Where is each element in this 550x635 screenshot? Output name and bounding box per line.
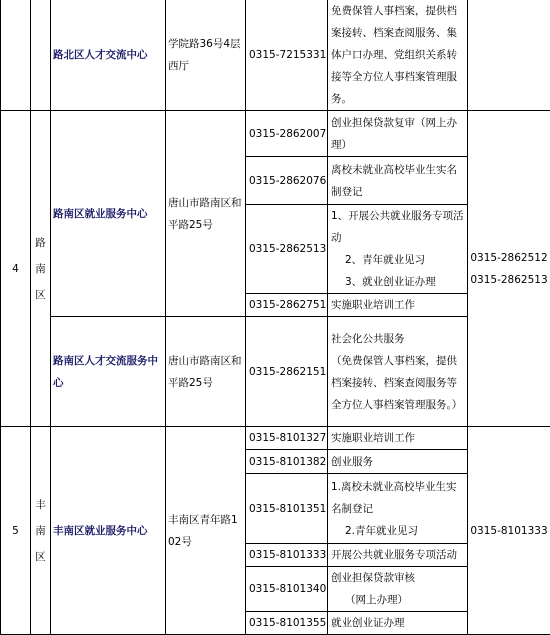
service-cell <box>328 612 468 635</box>
district-cell <box>31 0 51 111</box>
service-line: 离校未就业高校毕业生实名制登记 <box>331 159 465 203</box>
service-cell <box>328 157 468 205</box>
row-number-cell <box>1 0 31 111</box>
service-line: 实施职业培训工作 <box>331 427 465 449</box>
address-cell: 唐山市路南区和平路25号 <box>166 317 246 427</box>
consult-cell <box>468 111 550 427</box>
table-row <box>1 427 550 450</box>
org-name: 路南区人才交流服务中心 <box>51 317 166 427</box>
consult-phone: 0315-2862512 <box>468 247 550 269</box>
table-row <box>1 111 550 157</box>
consult-phone: 0315-2862513 <box>468 269 550 291</box>
address-cell: 学院路36号4层西厅 <box>166 0 246 111</box>
service-line: 1.离校未就业高校毕业生实名制登记 <box>331 476 465 520</box>
phone-cell: 0315-8101382 <box>246 450 328 474</box>
district-name: 丰南区 <box>31 427 51 635</box>
service-line: 1、开展公共就业服务专项活动 <box>331 205 465 249</box>
service-cell <box>328 205 468 294</box>
service-line: （网上办理） <box>331 589 465 611</box>
service-line: 2.青年就业见习 <box>331 520 465 542</box>
service-cell <box>328 544 468 567</box>
row-number: 5 <box>1 427 31 635</box>
service-cell <box>328 567 468 612</box>
phone-cell: 0315-2862151 <box>246 317 328 427</box>
address-cell: 唐山市路南区和平路25号 <box>166 111 246 317</box>
service-line: 社会化公共服务 <box>331 328 465 350</box>
service-cell <box>328 294 468 317</box>
phone-cell: 0315-8101333 <box>246 544 328 567</box>
service-line: 创业服务 <box>331 451 465 473</box>
district-name: 路南区 <box>31 111 51 427</box>
phone-cell: 0315-2862007 <box>246 111 328 157</box>
service-cell <box>328 474 468 544</box>
service-line: 实施职业培训工作 <box>331 294 465 316</box>
service-line: （免费保管人事档案，提供档案接转、档案查阅服务等全方位人事档案管理服务。） <box>331 350 465 416</box>
service-line: 3、就业创业证办理 <box>331 271 465 293</box>
consult-cell: 0315-8101333 <box>468 427 550 635</box>
phone-cell: 0315-2862076 <box>246 157 328 205</box>
phone-cell: 0315-8101340 <box>246 567 328 612</box>
org-name: 路南区就业服务中心 <box>51 111 166 317</box>
org-name: 丰南区就业服务中心 <box>51 427 166 635</box>
consult-cell <box>468 0 550 111</box>
org-name: 路北区人才交流中心 <box>51 0 166 111</box>
phone-cell: 0315-2862513 <box>246 205 328 294</box>
phone-cell: 0315-8101351 <box>246 474 328 544</box>
service-line: 创业担保贷款审核 <box>331 567 465 589</box>
service-line: 开展公共就业服务专项活动 <box>331 544 465 566</box>
row-number: 4 <box>1 111 31 427</box>
phone-cell: 0315-8101327 <box>246 427 328 450</box>
service-cell <box>328 450 468 474</box>
address-cell: 丰南区青年路102号 <box>166 427 246 635</box>
service-cell <box>328 111 468 157</box>
phone-cell: 0315-7215331 <box>246 0 328 111</box>
service-cell: 免费保管人事档案，提供档案接转、档案查阅服务、集体户口办理、党组织关系转接等全方位人事档案管理服务。 <box>328 0 468 111</box>
service-cell <box>328 317 468 427</box>
phone-cell: 0315-8101355 <box>246 612 328 635</box>
phone-cell: 0315-2862751 <box>246 294 328 317</box>
table-row <box>1 0 550 111</box>
service-line: 2、青年就业见习 <box>331 249 465 271</box>
service-cell <box>328 427 468 450</box>
service-line: 就业创业证办理 <box>331 612 465 634</box>
service-line: 创业担保贷款复审（网上办理） <box>331 112 465 156</box>
